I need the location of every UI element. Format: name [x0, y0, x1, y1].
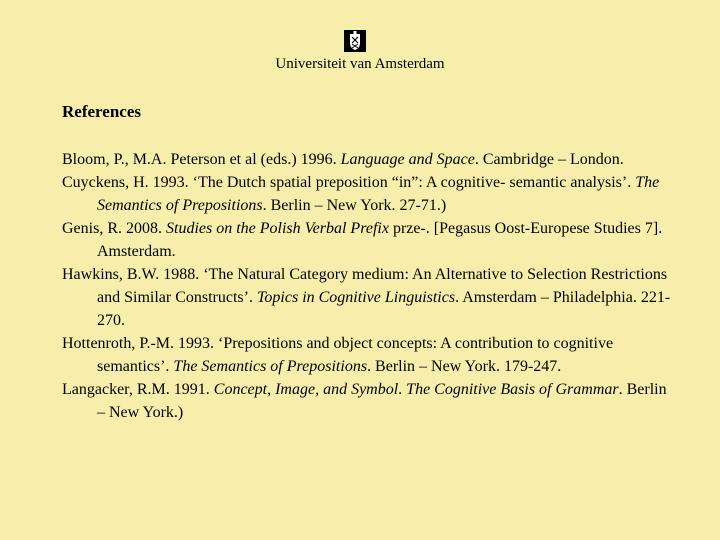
reference-item: Genis, R. 2008. Studies on the Polish Verbal Prefix prze-. [Pegasus Oost-Europese Studies 7]. Amsterdam.	[62, 220, 663, 260]
reference-item: Bloom, P., M.A. Peterson et al (eds.) 1996. Language and Space. Cambridge – London.	[62, 151, 624, 168]
references-heading: References	[62, 102, 141, 121]
university-name: Universiteit van Amsterdam	[275, 56, 445, 72]
reference-item: Hottenroth, P.-M. 1993. ‘Prepositions and object concepts: A contribution to cognitive semantics’. The Semantics of Prepositions. Berlin – New York. 179-247.	[62, 335, 614, 375]
uva-shield-icon	[344, 30, 366, 52]
reference-item: Hawkins, B.W. 1988. ‘The Natural Category medium: An Alternative to Selection Restrictions and Similar Constructs’. Topics in Cognitive Linguistics. Amsterdam – Philadelphia. 221-270.	[62, 266, 671, 329]
reference-item: Cuyckens, H. 1993. ‘The Dutch spatial preposition “in”: A cognitive- semantic analysis’. The Semantics of Prepositions. Berlin – New York. 27-71.)	[62, 174, 660, 214]
reference-item: Langacker, R.M. 1991. Concept, Image, and Symbol. The Cognitive Basis of Grammar. Berlin – New York.)	[62, 381, 667, 421]
reference-list	[62, 148, 672, 424]
